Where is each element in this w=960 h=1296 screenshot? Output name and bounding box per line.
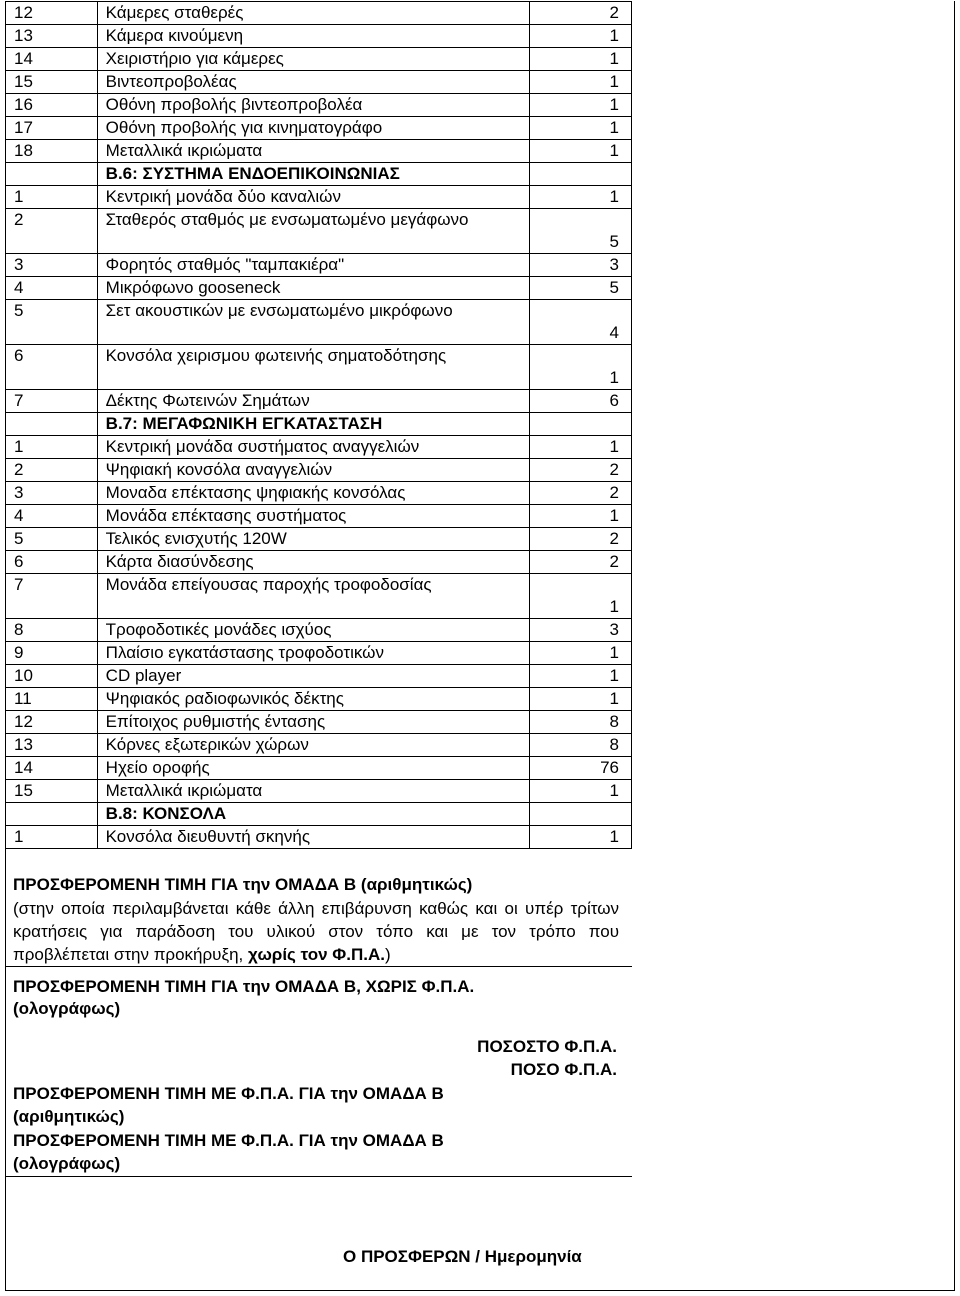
table-row xyxy=(6,482,632,505)
item-description: Κεντρική μονάδα δύο καναλιών xyxy=(97,186,529,209)
table-row xyxy=(6,574,632,619)
item-number: 6 xyxy=(6,551,98,574)
offer-note xyxy=(13,897,619,966)
item-description: Κονσόλα χειρισμου φωτεινής σηματοδότησης xyxy=(97,345,529,390)
table-row xyxy=(6,551,632,574)
item-number: 4 xyxy=(6,505,98,528)
item-number: 2 xyxy=(6,209,98,254)
item-description: Φορητός σταθμός "ταμπακιέρα" xyxy=(97,254,529,277)
item-number: 3 xyxy=(6,482,98,505)
item-quantity: 1 xyxy=(529,94,631,117)
item-description: Κεντρική μονάδα συστήματος αναγγελιών xyxy=(97,436,529,459)
section-heading-row xyxy=(6,413,632,436)
table-row xyxy=(6,665,632,688)
item-description: Μεταλλικά ικριώματα xyxy=(97,780,529,803)
item-number: 9 xyxy=(6,642,98,665)
item-number xyxy=(6,163,98,186)
item-description: Β.7: ΜΕΓΑΦΩΝΙΚΗ ΕΓΚΑΤΑΣΤΑΣΗ xyxy=(97,413,529,436)
signature-label: Ο ΠΡΟΣΦΕΡΩΝ / Ημερομηνία xyxy=(343,1247,582,1266)
with-vat-numeric-label: (αριθμητικώς) xyxy=(13,1107,125,1126)
item-quantity: 2 xyxy=(529,2,631,25)
item-number: 13 xyxy=(6,25,98,48)
item-description: Επίτοιχος ρυθμιστής έντασης xyxy=(97,711,529,734)
table-row xyxy=(6,780,632,803)
item-quantity: 8 xyxy=(529,734,631,757)
table-row xyxy=(6,48,632,71)
item-description: Κάμερα κινούμενη xyxy=(97,25,529,48)
item-description: Μονάδα επείγουσας παροχής τροφοδοσίας xyxy=(97,574,529,619)
offer-words-heading: ΠΡΟΣΦΕΡΟΜΕΝΗ ΤΙΜΗ ΓΙΑ την ΟΜΑΔΑ Β, ΧΩΡΙΣ Φ.Π.Α. xyxy=(13,977,475,996)
item-number: 3 xyxy=(6,254,98,277)
item-quantity: 3 xyxy=(529,254,631,277)
item-quantity: 1 xyxy=(529,505,631,528)
item-quantity: 5 xyxy=(529,277,631,300)
item-description: CD player xyxy=(97,665,529,688)
table-row xyxy=(6,140,632,163)
item-quantity: 3 xyxy=(529,619,631,642)
with-vat-words-label: (ολογράφως) xyxy=(13,1154,121,1173)
item-description: Ψηφιακός ραδιοφωνικός δέκτης xyxy=(97,688,529,711)
table-row xyxy=(6,390,632,413)
table-row xyxy=(6,505,632,528)
item-number xyxy=(6,413,98,436)
divider-line xyxy=(5,1176,632,1177)
item-number: 4 xyxy=(6,277,98,300)
items-table xyxy=(5,1,632,849)
table-row xyxy=(6,619,632,642)
item-description: Οθόνη προβολής για κινηματογράφο xyxy=(97,117,529,140)
item-description: Κάμερες σταθερές xyxy=(97,2,529,25)
item-quantity: 2 xyxy=(529,551,631,574)
item-number: 1 xyxy=(6,436,98,459)
table-row xyxy=(6,300,632,345)
item-number: 1 xyxy=(6,186,98,209)
item-number: 14 xyxy=(6,757,98,780)
offer-note-end: ) xyxy=(384,945,391,964)
table-row xyxy=(6,436,632,459)
item-description: Τελικός ενισχυτής 120W xyxy=(97,528,529,551)
item-number: 2 xyxy=(6,459,98,482)
item-description: Κάρτα διασύνδεσης xyxy=(97,551,529,574)
item-description: Πλαίσιο εγκατάστασης τροφοδοτικών xyxy=(97,642,529,665)
table-row xyxy=(6,254,632,277)
table-row xyxy=(6,117,632,140)
item-number: 18 xyxy=(6,140,98,163)
item-quantity: 1 xyxy=(529,71,631,94)
item-number: 8 xyxy=(6,619,98,642)
item-quantity: 1 xyxy=(529,665,631,688)
item-description: Μοναδα επέκτασης ψηφιακής κονσόλας xyxy=(97,482,529,505)
vat-percent-label: ΠΟΣΟΣΤΟ Φ.Π.Α. xyxy=(477,1037,617,1056)
item-quantity: 1 xyxy=(529,688,631,711)
item-description: Β.8: ΚΟΝΣΟΛΑ xyxy=(97,803,529,826)
item-description: Μονάδα επέκτασης συστήματος xyxy=(97,505,529,528)
item-quantity: 2 xyxy=(529,482,631,505)
item-description: Μικρόφωνο gooseneck xyxy=(97,277,529,300)
item-quantity: 1 xyxy=(529,117,631,140)
item-description: Κόρνες εξωτερικών χώρων xyxy=(97,734,529,757)
item-number: 14 xyxy=(6,48,98,71)
offer-numeric-heading: ΠΡΟΣΦΕΡΟΜΕΝΗ ΤΙΜΗ ΓΙΑ την ΟΜΑΔΑ Β (αριθμητικώς) xyxy=(13,875,473,894)
item-number: 7 xyxy=(6,390,98,413)
divider-line xyxy=(5,966,632,967)
table-row xyxy=(6,345,632,390)
item-number: 5 xyxy=(6,528,98,551)
item-quantity: 1 xyxy=(529,48,631,71)
item-description: Μεταλλικά ικριώματα xyxy=(97,140,529,163)
with-vat-numeric-heading: ΠΡΟΣΦΕΡΟΜΕΝΗ ΤΙΜΗ ΜΕ Φ.Π.Α. ΓΙΑ την ΟΜΑΔΑ Β xyxy=(13,1084,444,1103)
item-quantity: 4 xyxy=(529,300,631,345)
section-heading-row xyxy=(6,163,632,186)
item-quantity: 76 xyxy=(529,757,631,780)
item-number xyxy=(6,803,98,826)
item-description: Οθόνη προβολής βιντεοπροβολέα xyxy=(97,94,529,117)
item-description: Σετ ακουστικών με ενσωματωμένο μικρόφωνο xyxy=(97,300,529,345)
item-number: 11 xyxy=(6,688,98,711)
item-description: Τροφοδοτικές μονάδες ισχύος xyxy=(97,619,529,642)
item-number: 16 xyxy=(6,94,98,117)
section-heading-row xyxy=(6,803,632,826)
item-quantity: 2 xyxy=(529,459,631,482)
item-description: Χειριστήριο για κάμερες xyxy=(97,48,529,71)
item-number: 15 xyxy=(6,780,98,803)
item-quantity xyxy=(529,803,631,826)
offer-note-text: (στην οποία περιλαμβάνεται κάθε άλλη επιβάρυνση καθώς και οι υπέρ τρίτων κρατήσεις για παράδοση του υλικού στον τόπο και με τον τρόπο που προβλέπεται στην προκήρυξη, xyxy=(13,899,619,964)
table-row xyxy=(6,209,632,254)
offer-note-bold: χωρίς τον Φ.Π.Α. xyxy=(248,945,385,964)
table-row xyxy=(6,734,632,757)
item-description: Ηχείο οροφής xyxy=(97,757,529,780)
item-quantity: 1 xyxy=(529,826,631,849)
item-quantity: 8 xyxy=(529,711,631,734)
item-description: Σταθερός σταθμός με ενσωματωμένο μεγάφωνο xyxy=(97,209,529,254)
item-number: 5 xyxy=(6,300,98,345)
items-table-body xyxy=(6,2,632,849)
item-description: Δέκτης Φωτεινών Σημάτων xyxy=(97,390,529,413)
item-quantity: 1 xyxy=(529,25,631,48)
item-number: 15 xyxy=(6,71,98,94)
item-quantity: 1 xyxy=(529,140,631,163)
offer-words-label: (ολογράφως) xyxy=(13,999,121,1018)
table-row xyxy=(6,71,632,94)
table-row xyxy=(6,528,632,551)
item-quantity: 1 xyxy=(529,186,631,209)
item-quantity: 6 xyxy=(529,390,631,413)
table-row xyxy=(6,642,632,665)
table-row xyxy=(6,186,632,209)
item-number: 13 xyxy=(6,734,98,757)
table-row xyxy=(6,757,632,780)
table-row xyxy=(6,2,632,25)
item-quantity: 1 xyxy=(529,574,631,619)
item-number: 12 xyxy=(6,711,98,734)
table-row xyxy=(6,711,632,734)
item-number: 6 xyxy=(6,345,98,390)
item-number: 12 xyxy=(6,2,98,25)
table-row xyxy=(6,94,632,117)
item-description: Κονσόλα διευθυντή σκηνής xyxy=(97,826,529,849)
item-number: 1 xyxy=(6,826,98,849)
item-quantity: 1 xyxy=(529,436,631,459)
item-description: Ψηφιακή κονσόλα αναγγελιών xyxy=(97,459,529,482)
vat-amount-label: ΠΟΣΟ Φ.Π.Α. xyxy=(510,1060,617,1079)
table-row xyxy=(6,25,632,48)
item-quantity: 1 xyxy=(529,345,631,390)
item-quantity: 1 xyxy=(529,642,631,665)
item-description: Β.6: ΣΥΣΤΗΜΑ ΕΝΔΟΕΠΙΚΟΙΝΩΝΙΑΣ xyxy=(97,163,529,186)
item-number: 10 xyxy=(6,665,98,688)
table-row xyxy=(6,459,632,482)
with-vat-words-heading: ΠΡΟΣΦΕΡΟΜΕΝΗ ΤΙΜΗ ΜΕ Φ.Π.Α. ΓΙΑ την ΟΜΑΔΑ Β xyxy=(13,1131,444,1150)
item-number: 17 xyxy=(6,117,98,140)
item-quantity: 2 xyxy=(529,528,631,551)
table-row xyxy=(6,688,632,711)
item-quantity: 5 xyxy=(529,209,631,254)
item-quantity: 1 xyxy=(529,780,631,803)
table-row xyxy=(6,826,632,849)
item-number: 7 xyxy=(6,574,98,619)
item-quantity xyxy=(529,413,631,436)
table-row xyxy=(6,277,632,300)
item-quantity xyxy=(529,163,631,186)
item-description: Βιντεοπροβολέας xyxy=(97,71,529,94)
